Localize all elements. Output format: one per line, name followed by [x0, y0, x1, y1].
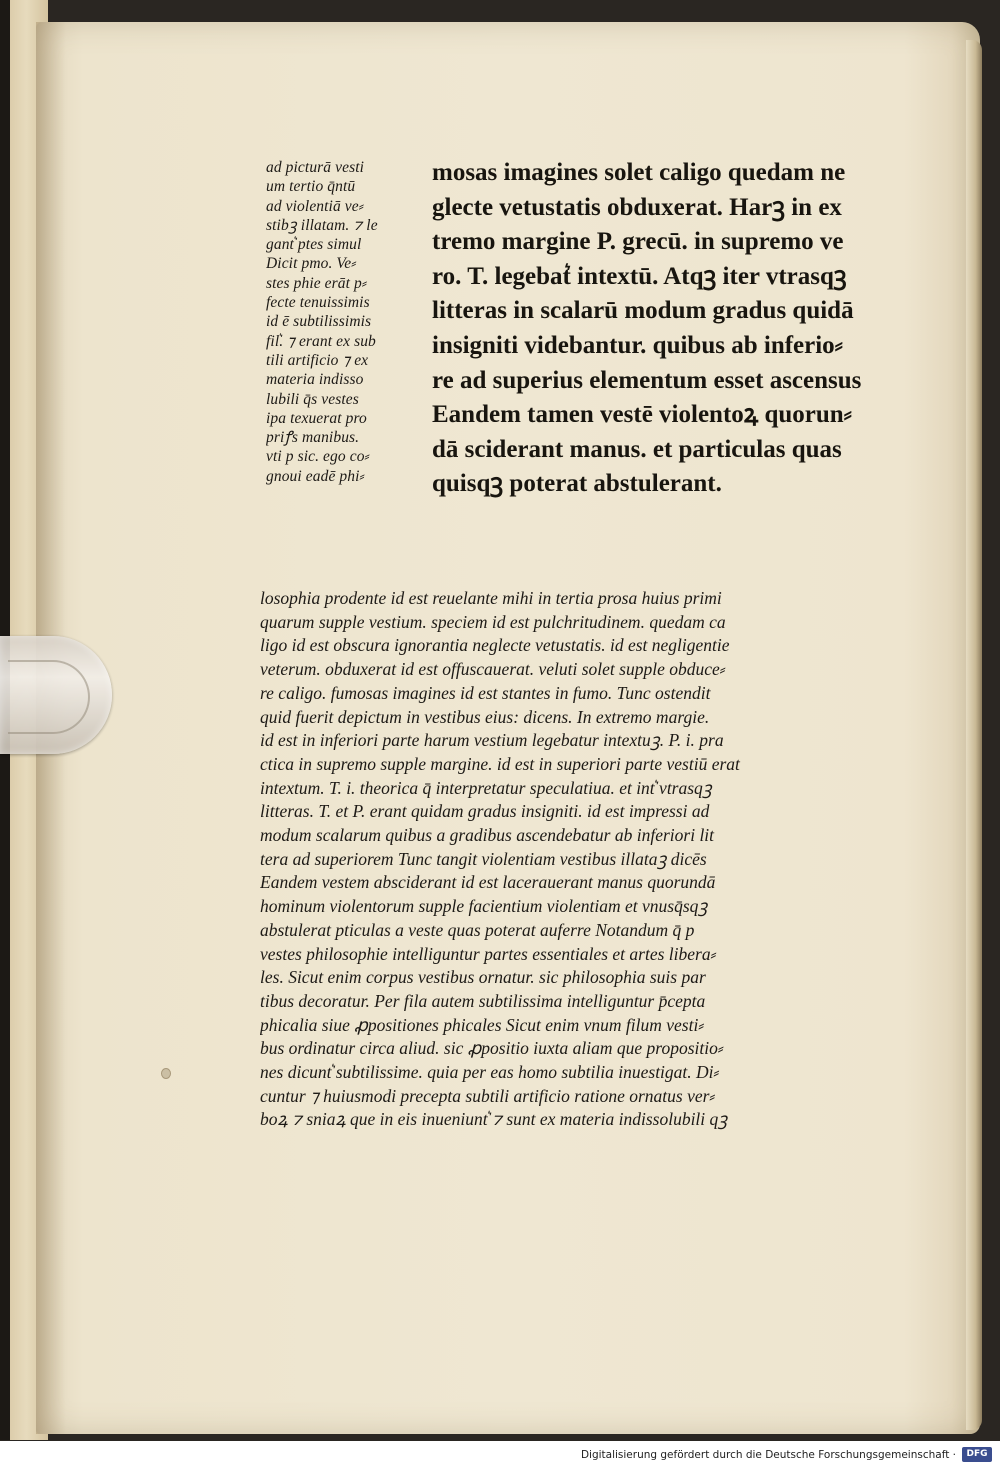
main-text-line: re ad superius elementum esset ascensus	[432, 366, 862, 394]
commentary-line: id est in inferiori parte harum vestium legebatur intextuꝫ. P. i. pra	[260, 730, 724, 751]
gloss-line: fecte tenuissimis	[266, 294, 370, 312]
page-clip-outline	[8, 660, 90, 734]
gloss-line: gnoui eadē phi⸗	[266, 467, 365, 485]
commentary-line: ligo id est obscura ignorantia neglecte vetustatis. id est negligentie	[260, 635, 730, 656]
commentary-line: hominum violentorum supple facientium violentiam et vnusq̄sqꝫ	[260, 896, 708, 917]
gloss-line: tili artificio ⁊ ex	[266, 351, 369, 369]
gloss-line: gant͛ ptes simul	[266, 236, 362, 254]
gloss-line: priꝭs manibus.	[266, 429, 360, 447]
main-text-line: glecte vetustatis obduxerat. Harꝫ in ex	[432, 193, 842, 221]
gloss-line: ipa texuerat pro	[266, 409, 367, 427]
commentary-line: re caligo. fumosas imagines id est stantes in fumo. Tunc ostendit	[260, 682, 711, 703]
commentary-line: nes dicunt͛ subtilissime. quia per eas homo subtilia inuestigat. Di⸗	[260, 1062, 720, 1083]
gloss-line: Dicit pmo. Ve⸗	[266, 255, 357, 273]
gloss-line: um tertio q̄ntū	[266, 178, 356, 196]
main-text-line: quisqꝫ poterat abstulerant.	[432, 470, 722, 498]
gloss-line: vti p sic. ego co⸗	[266, 448, 370, 466]
commentary-line: cuntur ⁊ huiusmodi precepta subtili artificio ratione ornatus ver⸗	[260, 1085, 716, 1106]
gloss-line: lubili q̄s vestes	[266, 390, 359, 408]
commentary-line: quid fuerit depictum in vestibus eius: dicens. In extremo margie.	[260, 706, 710, 727]
page-edge	[966, 40, 982, 1430]
commentary-line: quarum supple vestium. speciem id est pulchritudinem. quedam ca	[260, 611, 726, 632]
footer-credit: Digitalisierung gefördert durch die Deutsche Forschungsgemeinschaft ·	[580, 1449, 956, 1461]
dfg-logo: DFG	[962, 1447, 992, 1462]
commentary-line: vestes philosophie intelliguntur partes essentiales et artes libera⸗	[260, 943, 717, 964]
main-text-line: dā sciderant manus. et particulas quas	[432, 435, 842, 463]
commentary-line: abstulerat pticulas a veste quas poterat auferre Notandum q̄ p	[260, 919, 695, 940]
pinhole-mark	[161, 1068, 171, 1079]
commentary-line: tibus decoratur. Per fila autem subtilissima intelliguntur p̄cepta	[260, 990, 706, 1011]
gloss-line: stes phie erāt p⸗	[266, 274, 368, 292]
main-text-line: mosas imagines solet caligo quedam ne	[432, 159, 846, 186]
gloss-line: id ē subtilissimis	[266, 313, 372, 331]
commentary-block	[260, 587, 920, 1132]
main-text-line: Eandem tamen vestē violentoꝝ quorun⸗	[432, 401, 853, 429]
marginal-gloss	[266, 158, 432, 486]
gloss-line: fil͛. ⁊ erant ex sub	[266, 332, 376, 350]
commentary-line: losophia prodente id est reuelante mihi in tertia prosa huius primi	[260, 588, 722, 608]
commentary-line: Eandem vestem absciderant id est lacerauerant manus quorundā	[260, 872, 716, 893]
main-text-block	[432, 156, 917, 502]
commentary-line: ctica in supremo supple margine. id est in superiori parte vestiū erat	[260, 753, 740, 774]
main-text-line: insigniti videbantur. quibus ab inferio⸗	[432, 331, 844, 359]
commentary-line: litteras. T. et P. erant quidam gradus insigniti. id est impressi ad	[260, 801, 710, 822]
commentary-line: modum scalarum quibus a gradibus ascendebatur ab inferiori lit	[260, 825, 715, 846]
commentary-line: les. Sicut enim corpus vestibus ornatur. sic philosophia suis par	[260, 967, 706, 988]
commentary-line: veterum. obduxerat id est offuscauerat. veluti solet supple obduce⸗	[260, 659, 726, 680]
main-text-line: litteras in scalarū modum gradus quidā	[432, 297, 854, 325]
commentary-line: phicalia siue ꝓpositiones phicales Sicut enim vnum filum vesti⸗	[260, 1014, 705, 1035]
commentary-line: bus ordinatur circa aliud. sic ꝓpositio iuxta aliam que propositio⸗	[260, 1038, 724, 1059]
gloss-line: ad violentiā ve⸗	[266, 197, 365, 215]
commentary-line: boꝝ ⁊ sniaꝝ que in eis inueniunt͛ ⁊ sunt ex materia indissolubili qꝫ	[260, 1109, 728, 1130]
gloss-line: stibꝫ illatam. ⁊ le	[266, 216, 378, 234]
commentary-line: tera ad superiorem Tunc tangit violentiam vestibus illataꝫ dicēs	[260, 848, 707, 869]
gloss-line: ad picturā vesti	[266, 159, 365, 176]
main-text-line: ro. T. legebat͛ intextū. Atqꝫ iter vtrasqꝫ	[432, 262, 847, 290]
commentary-line: intextum. T. i. theorica q̄ interpretatur speculatiua. et int͛ vtrasqꝫ	[260, 777, 712, 798]
digitization-footer	[0, 1441, 1000, 1469]
main-text-line: tremo margine P. grecū. in supremo ve	[432, 228, 844, 256]
gloss-line: materia indisso	[266, 371, 364, 389]
